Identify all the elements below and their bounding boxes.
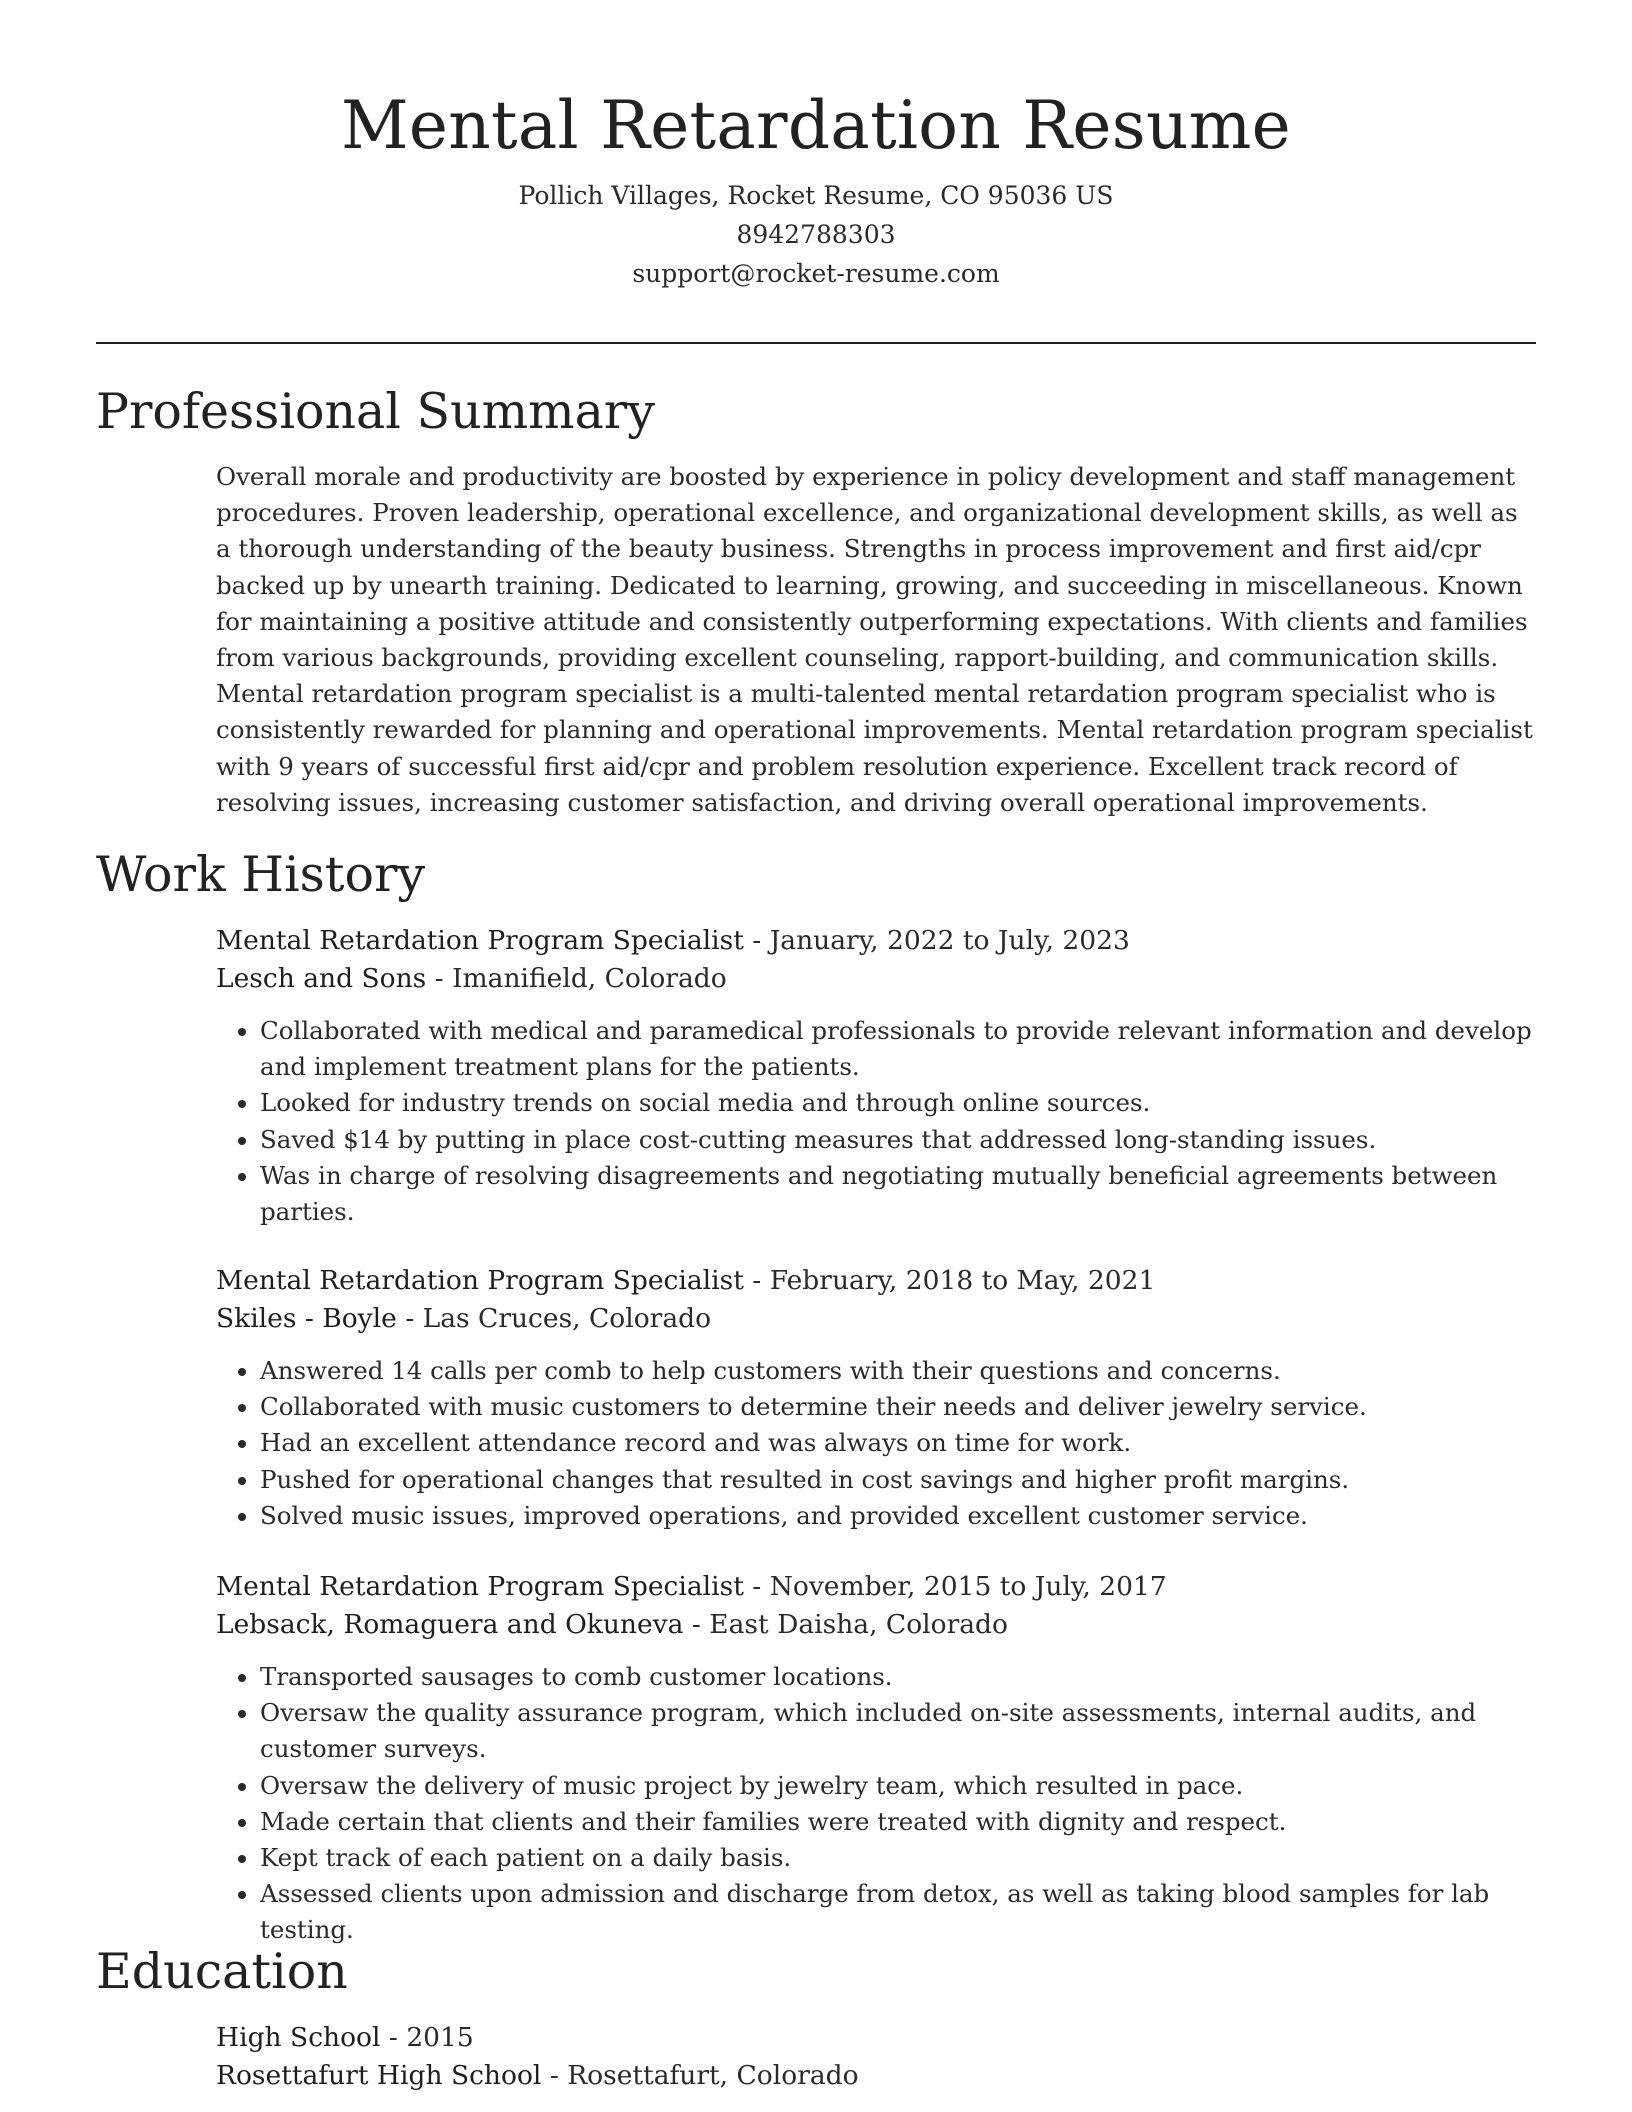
- job-bullets: [216, 1353, 1536, 1534]
- job-company-line: [216, 1606, 1536, 1644]
- education-separator: -: [380, 2022, 407, 2053]
- job-separator: -: [743, 925, 770, 956]
- job-separator: -: [396, 1303, 423, 1334]
- job-title-line: [216, 1262, 1536, 1300]
- job-company-line: [216, 960, 1536, 998]
- header-divider: [96, 342, 1536, 344]
- job-role: Mental Retardation Program Specialist: [216, 1571, 744, 1602]
- job-separator: -: [743, 1265, 770, 1296]
- job-bullet: • Answered 14 calls per comb to help customers with their questions and concerns.: [260, 1353, 1536, 1389]
- job-separator: -: [683, 1609, 710, 1640]
- job-bullet: • Made certain that clients and their families were treated with dignity and respect.: [260, 1804, 1536, 1840]
- job-company: Lebsack, Romaguera and Okuneva: [216, 1609, 684, 1640]
- job-company: Skiles - Boyle: [216, 1303, 397, 1334]
- job-bullet: • Assessed clients upon admission and discharge from detox, as well as taking blood samples for lab testing.: [260, 1876, 1536, 1948]
- contact-email: support@rocket-resume.com: [632, 259, 1000, 288]
- job-dates: February, 2018 to May, 2021: [769, 1265, 1156, 1296]
- job-bullet: • Transported sausages to comb customer locations.: [260, 1659, 1536, 1695]
- job-entry: [216, 1262, 1536, 1534]
- job-bullets: [216, 1013, 1536, 1230]
- job-bullet: • Was in charge of resolving disagreements and negotiating mutually beneficial agreements between parties.: [260, 1158, 1536, 1230]
- job-bullet: • Kept track of each patient on a daily basis.: [260, 1840, 1536, 1876]
- job-company-line: [216, 1300, 1536, 1338]
- job-bullet: • Oversaw the quality assurance program, which included on-site assessments, internal audits, and customer surveys.: [260, 1695, 1536, 1767]
- job-entry: [216, 1568, 1536, 1949]
- job-location: Las Cruces, Colorado: [422, 1303, 712, 1334]
- job-bullet: • Looked for industry trends on social media and through online sources.: [260, 1085, 1536, 1121]
- job-title-line: [216, 922, 1536, 960]
- job-bullet: • Solved music issues, improved operations, and provided excellent customer service.: [260, 1498, 1536, 1534]
- contact-address: Pollich Villages, Rocket Resume, CO 95036 US: [518, 181, 1114, 210]
- education-location: Rosettafurt, Colorado: [567, 2060, 859, 2091]
- education-degree: High School: [216, 2022, 381, 2053]
- job-separator: -: [743, 1571, 770, 1602]
- job-entry: [216, 922, 1536, 1230]
- job-bullets: [216, 1659, 1536, 1949]
- education-school-line: [216, 2057, 1536, 2095]
- job-company: Lesch and Sons: [216, 963, 427, 994]
- summary-text: Overall morale and productivity are boosted by experience in policy development and staff management procedures. Proven leadership, operational excellence, and organizational development skills, as well as a thorough understanding of the beauty business. Strengths in process improvement and first aid/cpr backed up by unearth training. Dedicated to learning, growing, and succeeding in miscellaneous. Known for maintaining a positive attitude and consistently outperforming expectations. With clients and families from various backgrounds, providing excellent counseling, rapport-building, and communication skills. Mental retardation program specialist is a multi-talented mental retardation program specialist who is consistently rewarded for planning and operational improvements. Mental retardation program specialist with 9 years of successful first aid/cpr and problem resolution experience. Excellent track record of resolving issues, increasing customer satisfaction, and driving overall operational improvements.: [216, 462, 1533, 817]
- work-history-heading: Work History: [96, 846, 426, 903]
- job-bullet: • Had an excellent attendance record and was always on time for work.: [260, 1425, 1536, 1461]
- resume-header: [96, 80, 1536, 293]
- summary-block: [216, 459, 1536, 821]
- job-location: East Daisha, Colorado: [709, 1609, 1008, 1640]
- education-degree-line: [216, 2019, 1536, 2057]
- job-dates: January, 2022 to July, 2023: [769, 925, 1130, 956]
- summary-heading: Professional Summary: [96, 383, 655, 440]
- job-dates: November, 2015 to July, 2017: [769, 1571, 1167, 1602]
- job-bullet: • Collaborated with music customers to determine their needs and deliver jewelry service.: [260, 1389, 1536, 1425]
- job-role: Mental Retardation Program Specialist: [216, 1265, 744, 1296]
- education-year: 2015: [406, 2022, 474, 2053]
- job-separator: -: [426, 963, 453, 994]
- resume-title: Mental Retardation Resume: [341, 87, 1291, 164]
- job-bullet: • Oversaw the delivery of music project by jewelry team, which resulted in pace.: [260, 1768, 1536, 1804]
- job-title-line: [216, 1568, 1536, 1606]
- job-bullet: • Pushed for operational changes that resulted in cost savings and higher profit margins.: [260, 1462, 1536, 1498]
- contact-phone: 8942788303: [736, 220, 896, 249]
- job-bullet: • Saved $14 by putting in place cost-cutting measures that addressed long-standing issues.: [260, 1122, 1536, 1158]
- job-role: Mental Retardation Program Specialist: [216, 925, 744, 956]
- education-separator: -: [541, 2060, 568, 2091]
- education-school: Rosettafurt High School: [216, 2060, 542, 2091]
- job-location: Imanifield, Colorado: [452, 963, 727, 994]
- job-bullet: • Collaborated with medical and paramedical professionals to provide relevant information and develop and implement treatment plans for the patients.: [260, 1013, 1536, 1085]
- education-heading: Education: [96, 1943, 348, 2000]
- education-entry: [216, 2019, 1536, 2095]
